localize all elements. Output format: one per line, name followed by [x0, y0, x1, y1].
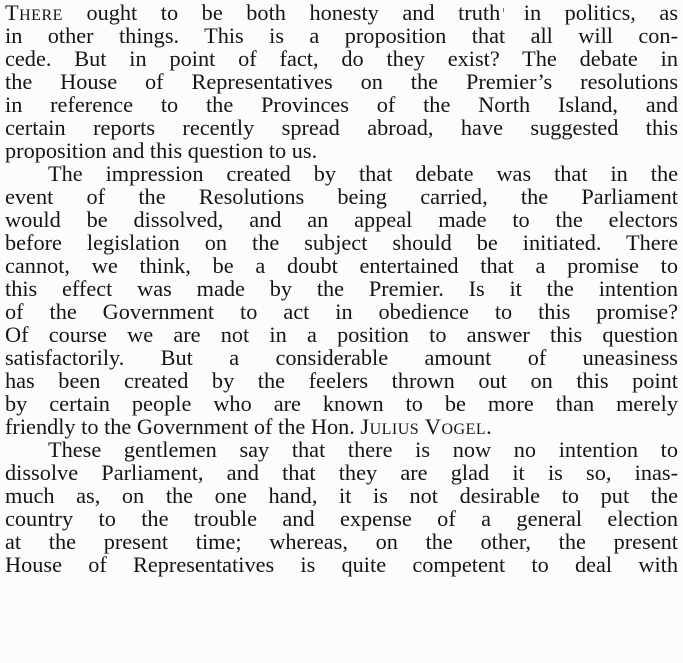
- text-line: in reference to the Provinces of the North Island, and: [5, 92, 678, 117]
- text-line: satisfactorily. But a considerable amount of uneasiness: [5, 345, 678, 370]
- person-name: Julius Vogel: [360, 414, 487, 439]
- text-line: this effect was made by the Premier. Is it the intention: [5, 276, 678, 301]
- text-line: in other things. This is a proposition that all will con-: [5, 23, 678, 48]
- text-line: The impression created by that debate was that in the: [48, 161, 678, 186]
- text-line: event of the Resolutions being carried, the Parliament: [5, 184, 678, 209]
- text-line: certain reports recently spread abroad, have suggested this: [5, 115, 678, 140]
- text-line: the House of Representatives on the Premier’s resolutions: [5, 69, 678, 94]
- lead-word: There: [5, 0, 63, 25]
- text-line: at the present time; whereas, on the other, the present: [5, 529, 678, 554]
- text-line: dissolve Parliament, and that they are glad it is so, inas-: [5, 460, 678, 485]
- text-line: Of course we are not in a position to answer this question: [5, 322, 678, 347]
- text-line: proposition and this question to us.: [5, 138, 318, 163]
- text-line: by certain people who are known to be more than merely: [5, 391, 678, 416]
- text-line: cannot, we think, be a doubt entertained that a promise to: [5, 253, 678, 278]
- text-line: House of Representatives is quite competent to deal with: [5, 552, 678, 577]
- text-line: of the Government to act in obedience to this promise?: [5, 299, 678, 324]
- text-line: cede. But in point of fact, do they exist? The debate in: [5, 46, 678, 71]
- text-line: has been created by the feelers thrown out on this point: [5, 368, 678, 393]
- text-line: country to the trouble and expense of a general election: [5, 506, 678, 531]
- text-line: would be dissolved, and an appeal made to the electors: [5, 207, 678, 232]
- text-line: There ought to be both honesty and truth in politics, as: [5, 0, 678, 25]
- text-line: before legislation on the subject should be initiated. There: [5, 230, 678, 255]
- text-line: friendly to the Government of the Hon. Julius Vogel.: [5, 414, 492, 439]
- text-line: These gentlemen say that there is now no intention to: [48, 437, 678, 462]
- text-line: much as, on the one hand, it is not desirable to put the: [5, 483, 678, 508]
